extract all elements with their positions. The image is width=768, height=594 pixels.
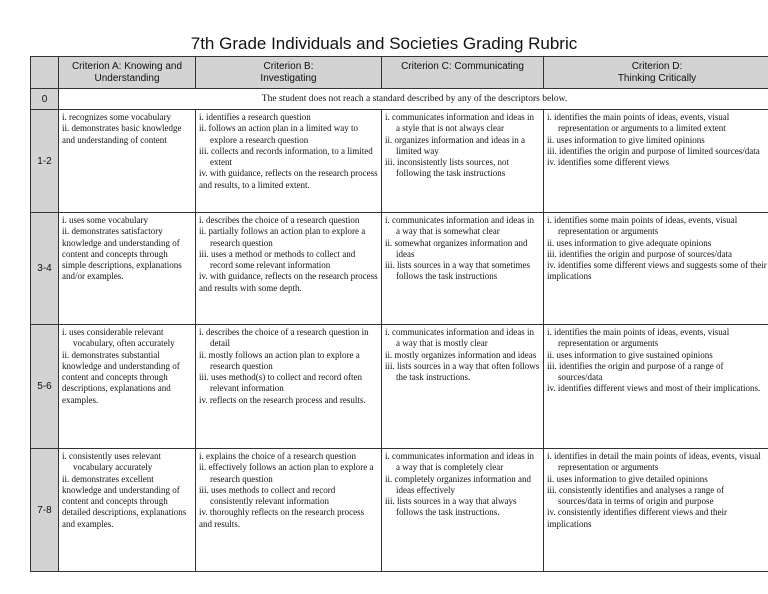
descriptor-item: ii. mostly follows an action plan to explore a research question — [199, 349, 360, 371]
criterion-c-cell — [382, 325, 544, 449]
descriptor-item: ii. demonstrates substantial knowledge and understanding of content and concepts through descriptions, explanations and examples. — [62, 349, 180, 405]
descriptor-item: ii. completely organizes information and ideas effectively — [385, 473, 532, 495]
level-row-5-6 — [31, 325, 768, 449]
level-label: 5-6 — [31, 325, 59, 449]
descriptor-item: iii. uses a method or methods to collect and record some relevant information — [199, 248, 356, 271]
descriptor-item: ii. effectively follows an action plan to explore a research question — [199, 462, 374, 484]
descriptor-item: iii. lists sources in a way that often follows the task instructions. — [385, 360, 540, 383]
descriptor-item: iii. collects and records information, to a limited extent — [199, 145, 373, 168]
criterion-a-cell — [59, 110, 196, 213]
header-line: Criterion D: — [631, 61, 683, 72]
descriptor-item: iv. identifies some different views and suggests some of their implications — [547, 260, 767, 282]
descriptor-item: iv. identifies different views and most of their implications. — [547, 383, 761, 394]
criterion-c-cell — [382, 449, 544, 572]
descriptor-item: i. identifies a research question — [199, 112, 311, 122]
descriptor-item: iii. lists sources in a way that sometimes follows the task instructions — [385, 260, 530, 282]
descriptor-item: ii. partially follows an action plan to explore a research question — [199, 226, 366, 248]
header-row — [31, 57, 768, 89]
criterion-a-cell — [59, 213, 196, 325]
criterion-d-cell — [544, 325, 768, 449]
criterion-a-cell — [59, 449, 196, 572]
criterion-c-cell — [382, 213, 544, 325]
level-label: 1-2 — [31, 110, 59, 213]
descriptor-item: i. identifies the main points of ideas, events, visual representation or arguments — [547, 327, 730, 349]
criterion-a-cell — [59, 325, 196, 449]
descriptor-item: i. recognizes some vocabulary — [62, 112, 171, 122]
header-line: Investigating — [260, 73, 317, 84]
descriptor-item: iii. consistently identifies and analyses a range of sources/data in terms of origin and purpose — [547, 484, 724, 507]
level-row-0 — [31, 89, 768, 110]
descriptor-item: i. uses some vocabulary — [62, 215, 148, 225]
header-line: Criterion A: Knowing and — [71, 61, 183, 72]
level-label: 3-4 — [31, 213, 59, 325]
criterion-d-cell — [544, 110, 768, 213]
level-row-7-8 — [31, 449, 768, 572]
descriptor-item: ii. uses information to give adequate opinions — [547, 237, 712, 248]
descriptor-item: i. uses considerable relevant vocabulary, often accurately — [62, 327, 175, 349]
descriptor-item: ii. demonstrates excellent knowledge and understanding of content and concepts through detailed descriptions, explanations and examples. — [62, 473, 187, 529]
descriptor-item: i. identifies in detail the main points of ideas, events, visual representation or arguments — [547, 451, 761, 473]
level-label: 7-8 — [31, 449, 59, 572]
descriptor-item: i. communicates information and ideas in a way that is mostly clear — [385, 327, 534, 349]
descriptor-item: i. identifies the main points of ideas, events, visual representation or arguments to a limited extent — [547, 112, 730, 134]
criterion-b-cell — [196, 110, 382, 213]
level-row-3-4 — [31, 213, 768, 325]
descriptor-item: ii. organizes information and ideas in a limited way — [385, 134, 526, 156]
descriptor-item: iii. lists sources in a way that always follows the task instructions. — [385, 496, 517, 518]
descriptor-item: iv. with guidance, reflects on the research process and results with some depth. — [199, 271, 378, 293]
level-row-1-2 — [31, 110, 768, 213]
header-corner — [31, 57, 59, 89]
descriptor-item: ii. uses information to give limited opinions — [547, 134, 705, 145]
descriptor-item: iii. uses methods to collect and record consistently relevant information — [199, 484, 336, 507]
descriptor-item: iv. with guidance, reflects on the research process and results, to a limited extent. — [199, 168, 378, 190]
header-criterion-b — [196, 57, 382, 89]
header-line: Criterion C: Communicating — [401, 61, 524, 72]
page-title: 7th Grade Individuals and Societies Grading Rubric — [190, 34, 578, 53]
header-criterion-d — [544, 57, 768, 89]
descriptor-item: ii. follows an action plan in a limited way to explore a research question — [199, 123, 358, 145]
criterion-b-cell — [196, 325, 382, 449]
descriptor-item: iv. consistently identifies different views and their implications — [547, 507, 727, 529]
descriptor-item: iv. identifies some different views — [547, 157, 669, 168]
descriptor-item: iii. uses method(s) to collect and record often relevant information — [199, 372, 362, 394]
descriptor-item: ii. uses information to give sustained opinions — [547, 349, 713, 360]
header-line: Understanding — [94, 73, 160, 84]
header-criterion-a — [59, 57, 196, 89]
header-line: Thinking Critically — [617, 73, 697, 84]
level-label: 0 — [31, 89, 59, 110]
descriptor-item: i. identifies some main points of ideas, events, visual representation or arguments — [547, 215, 738, 237]
criterion-c-cell — [382, 110, 544, 213]
level-0-descriptor: The student does not reach a standard described by any of the descriptors below. — [59, 89, 768, 110]
descriptor-item: ii. mostly organizes information and ideas — [385, 349, 537, 360]
criterion-d-cell — [544, 213, 768, 325]
descriptor-item: i. communicates information and ideas in a way that is completely clear — [385, 451, 534, 473]
descriptor-item: i. communicates information and ideas in a style that is not always clear — [385, 112, 534, 134]
descriptor-item: iii. identifies the origin and purpose of a range of sources/data — [547, 360, 724, 383]
descriptor-item: ii. uses information to give detailed opinions — [547, 473, 708, 484]
criterion-d-cell — [544, 449, 768, 572]
descriptor-item: i. describes the choice of a research question — [199, 215, 360, 225]
descriptor-item: i. communicates information and ideas in a way that is somewhat clear — [385, 215, 534, 237]
descriptor-item: iv. thoroughly reflects on the research process and results. — [199, 507, 365, 529]
header-criterion-c — [382, 57, 544, 89]
descriptor-item: iii. identifies the origin and purpose of limited sources/data — [547, 145, 760, 156]
descriptor-item: iii. identifies the origin and purpose of sources/data — [547, 248, 732, 259]
descriptor-item: iv. reflects on the research process and results. — [199, 394, 366, 405]
rubric-table — [30, 56, 768, 572]
descriptor-item: ii. somewhat organizes information and ideas — [385, 237, 528, 259]
descriptor-item: i. consistently uses relevant vocabulary accurately — [62, 451, 161, 473]
descriptor-item: i. describes the choice of a research question in detail — [199, 327, 369, 349]
descriptor-item: ii. demonstrates satisfactory knowledge and understanding of content and concepts through simple descriptions, explanations and/or examples. — [62, 226, 182, 282]
header-line: Criterion B: — [263, 61, 314, 72]
criterion-b-cell — [196, 213, 382, 325]
criterion-b-cell — [196, 449, 382, 572]
descriptor-item: iii. inconsistently lists sources, not following the task instructions — [385, 157, 509, 179]
descriptor-item: i. explains the choice of a research question — [199, 451, 356, 461]
descriptor-item: ii. demonstrates basic knowledge and understanding of content — [62, 123, 182, 145]
